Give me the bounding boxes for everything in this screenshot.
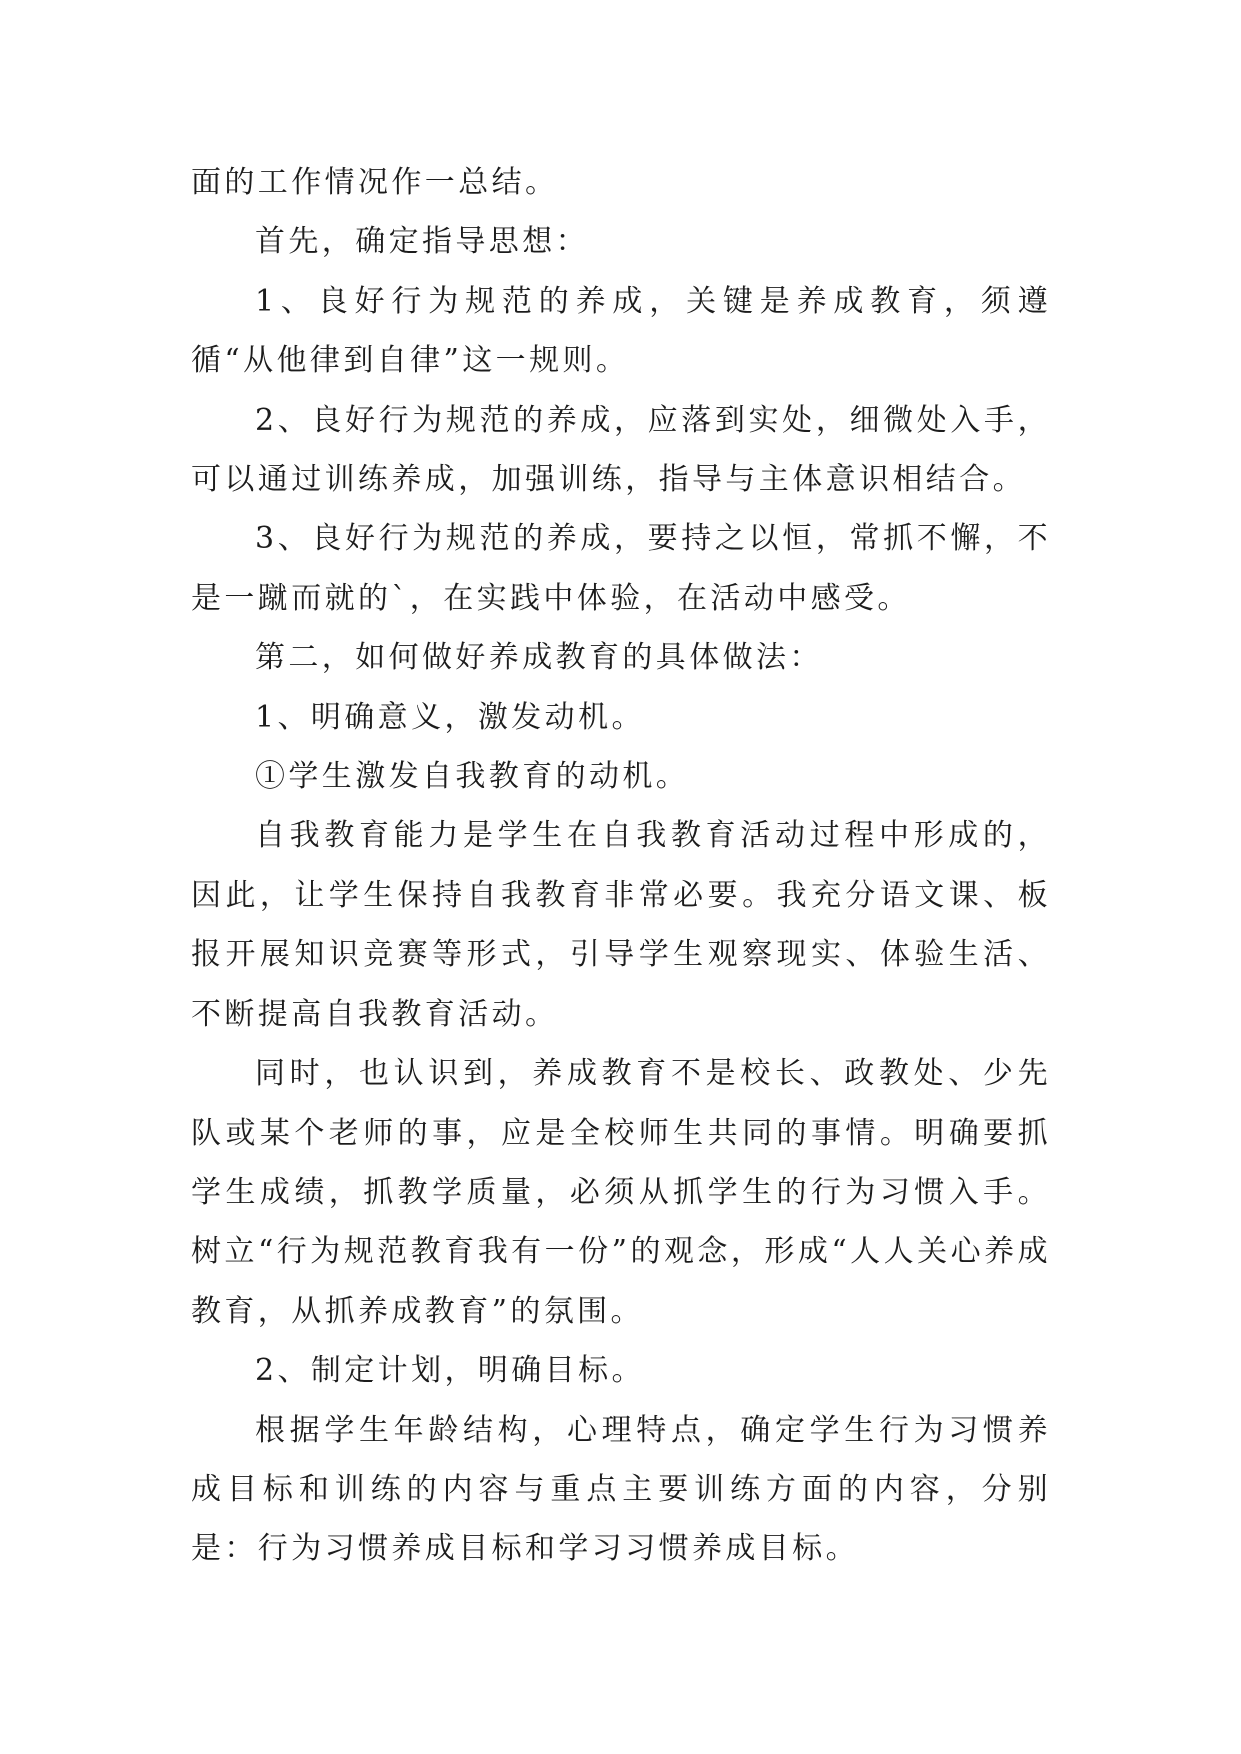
paragraph-body-1: 自我教育能力是学生在自我教育活动过程中形成的，因此，让学生保持自我教育非常必要。我充分语文课、板报开展知识竞赛等形式，引导学生观察现实、体验生活、不断提高自我教育活动。 (191, 818, 1051, 1032)
paragraph-body-2: 同时，也认识到，养成教育不是校长、政教处、少先队或某个老师的事，应是全校师生共同的事情。明确要抓学生成绩，抓教学质量，必须从抓学生的行为习惯入手。树立“行为规范教育我有一份”的观念，形成“人人关心养成教育，从抓养成教育”的氛围。 (191, 1056, 1051, 1329)
paragraph-point-1: 1、良好行为规范的养成，关键是养成教育，须遵循“从他律到自律”这一规则。 (191, 283, 1051, 379)
paragraph-heading-first: 首先，确定指导思想： (255, 224, 589, 260)
paragraph-continuation: 面的工作情况作一总结。 (191, 165, 559, 200)
document-body (191, 153, 1051, 1579)
paragraph-subpoint-1: ①学生激发自我教育的动机。 (255, 759, 690, 795)
paragraph-body-3: 根据学生年龄结构，心理特点，确定学生行为习惯养成目标和训练的内容与重点主要训练方面的内容，分别是：行为习惯养成目标和学习习惯养成目标。 (191, 1412, 1051, 1567)
paragraph-heading-second: 第二，如何做好养成教育的具体做法： (255, 640, 823, 676)
paragraph-method-2: 2、制定计划，明确目标。 (255, 1353, 645, 1389)
paragraph-point-2: 2、良好行为规范的养成，应落到实处，细微处入手，可以通过训练养成，加强训练，指导与主体意识相结合。 (191, 402, 1051, 498)
paragraph-point-3: 3、良好行为规范的养成，要持之以恒，常抓不懈，不是一蹴而就的`，在实践中体验，在活动中感受。 (191, 521, 1051, 616)
paragraph-method-1: 1、明确意义，激发动机。 (255, 699, 645, 735)
